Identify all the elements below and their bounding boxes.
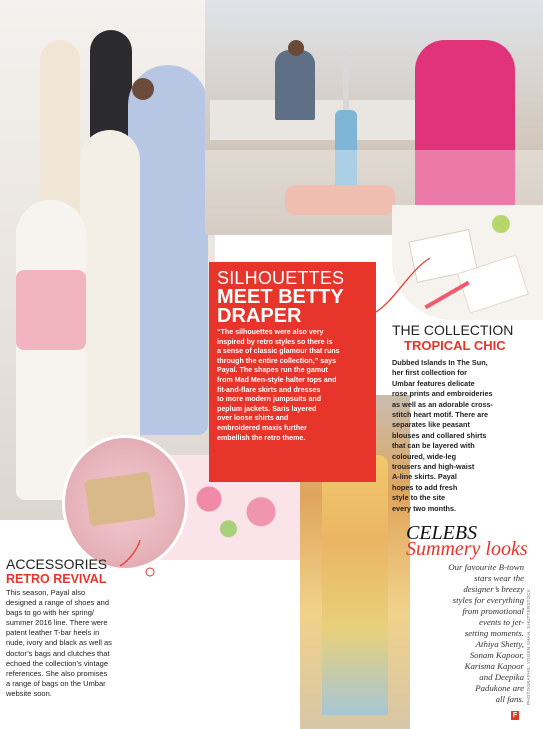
section-badge: F [512, 712, 518, 719]
sketch-photo [392, 205, 543, 320]
collection-kicker: THE COLLECTION [392, 322, 514, 338]
celebs-body: Our favourite B-town stars wear the designer’s breezy styles for everything from promotional events to jet- setting moments. Athiya Shetty, Sonam Kapoor, Karisma Kapoor and Deepika Padukone are all fans. [448, 562, 524, 704]
celebs-kicker: CELEBS [406, 522, 478, 544]
silhouettes-kicker: SILHOUETTES [217, 268, 345, 288]
celebs-headline: Summery looks [406, 538, 528, 560]
accessories-body: This season, Payal also designed a range of shoes and bags to go with her spring/ summer 2016 line. There were patent leather T-bar heels in nude, ivory and black as well as doctor’s bags and clutches that echoed the collection’s vintage references. She also promises a range of bags on the Umbar website soon. [6, 588, 112, 698]
collection-body: Dubbed Islands In The Sun, her first collection for Umbar features delicate rose prints and embroideries as well as an adorable cross- stitch heart motif. There are separates like peasant blouses and collared shirts that can be layered with coloured, wide-leg trousers and high-waist A-line skirts. Payal hopes to add fresh style to the site every two months. [392, 358, 493, 513]
workshop-photo [205, 0, 543, 235]
photo-credit: PHOTOGRAPHS: YOGEN SHAH, SHUTTERSTOCK [526, 588, 531, 705]
accessories-headline: RETRO REVIVAL [6, 572, 107, 586]
silhouettes-panel [209, 262, 376, 482]
collection-headline: TROPICAL CHIC [404, 338, 506, 353]
silhouettes-body: “The silhouettes were also very inspired by retro styles so there is a sense of classic glamour that runs through the entire collection,” says Payal. The shapes run the gamut from Mad Men-style halter tops and fit-and-flare skirts and dresses to more modern jumpsuits and peplum jackets. Saris layered over loose shirts and embroidered maxis further embellish the retro theme. [217, 328, 340, 442]
accessories-kicker: ACCESSORIES [6, 556, 108, 572]
bag-closeup-photo [62, 435, 188, 571]
silhouettes-headline: MEET BETTY DRAPER [217, 286, 344, 327]
